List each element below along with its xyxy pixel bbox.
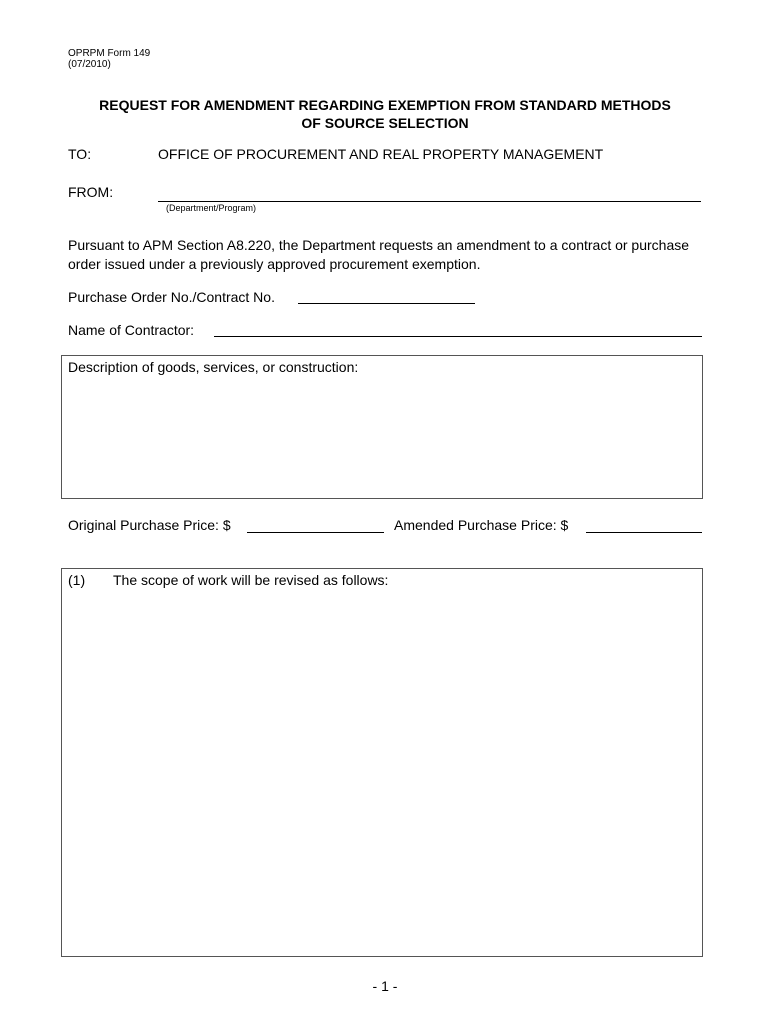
amended-price-field[interactable]	[586, 532, 702, 533]
title-line-1: REQUEST FOR AMENDMENT REGARDING EXEMPTION FROM STANDARD METHODS	[99, 97, 671, 113]
form-identifier	[68, 48, 150, 70]
description-label: Description of goods, services, or construction:	[68, 359, 359, 375]
scope-item-number: (1)	[68, 572, 86, 588]
contractor-name-label: Name of Contractor:	[68, 322, 195, 338]
page-title	[60, 96, 710, 132]
form-number: OPRPM Form 149	[68, 48, 151, 59]
scope-revision-label: The scope of work will be revised as follows:	[113, 572, 389, 588]
purchase-order-field[interactable]	[298, 303, 475, 304]
request-paragraph: Pursuant to APM Section A8.220, the Department requests an amendment to a contract or purchase order issued under a previously approved procurement exemption.	[68, 237, 690, 272]
from-field[interactable]	[158, 201, 701, 202]
contractor-name-field[interactable]	[214, 336, 702, 337]
scope-revision-box[interactable]	[61, 568, 703, 957]
to-value: OFFICE OF PROCUREMENT AND REAL PROPERTY MANAGEMENT	[158, 146, 604, 162]
title-line-2: OF SOURCE SELECTION	[301, 115, 469, 131]
to-label: TO:	[68, 146, 92, 162]
department-program-caption: (Department/Program)	[166, 203, 257, 213]
page-number: - 1 -	[372, 978, 398, 994]
description-box[interactable]	[61, 355, 703, 499]
from-label: FROM:	[68, 184, 114, 200]
purchase-order-label: Purchase Order No./Contract No.	[68, 289, 275, 305]
form-date: (07/2010)	[68, 59, 111, 70]
original-price-field[interactable]	[247, 532, 384, 533]
original-price-label: Original Purchase Price: $	[68, 517, 231, 533]
amended-price-label: Amended Purchase Price: $	[394, 517, 569, 533]
